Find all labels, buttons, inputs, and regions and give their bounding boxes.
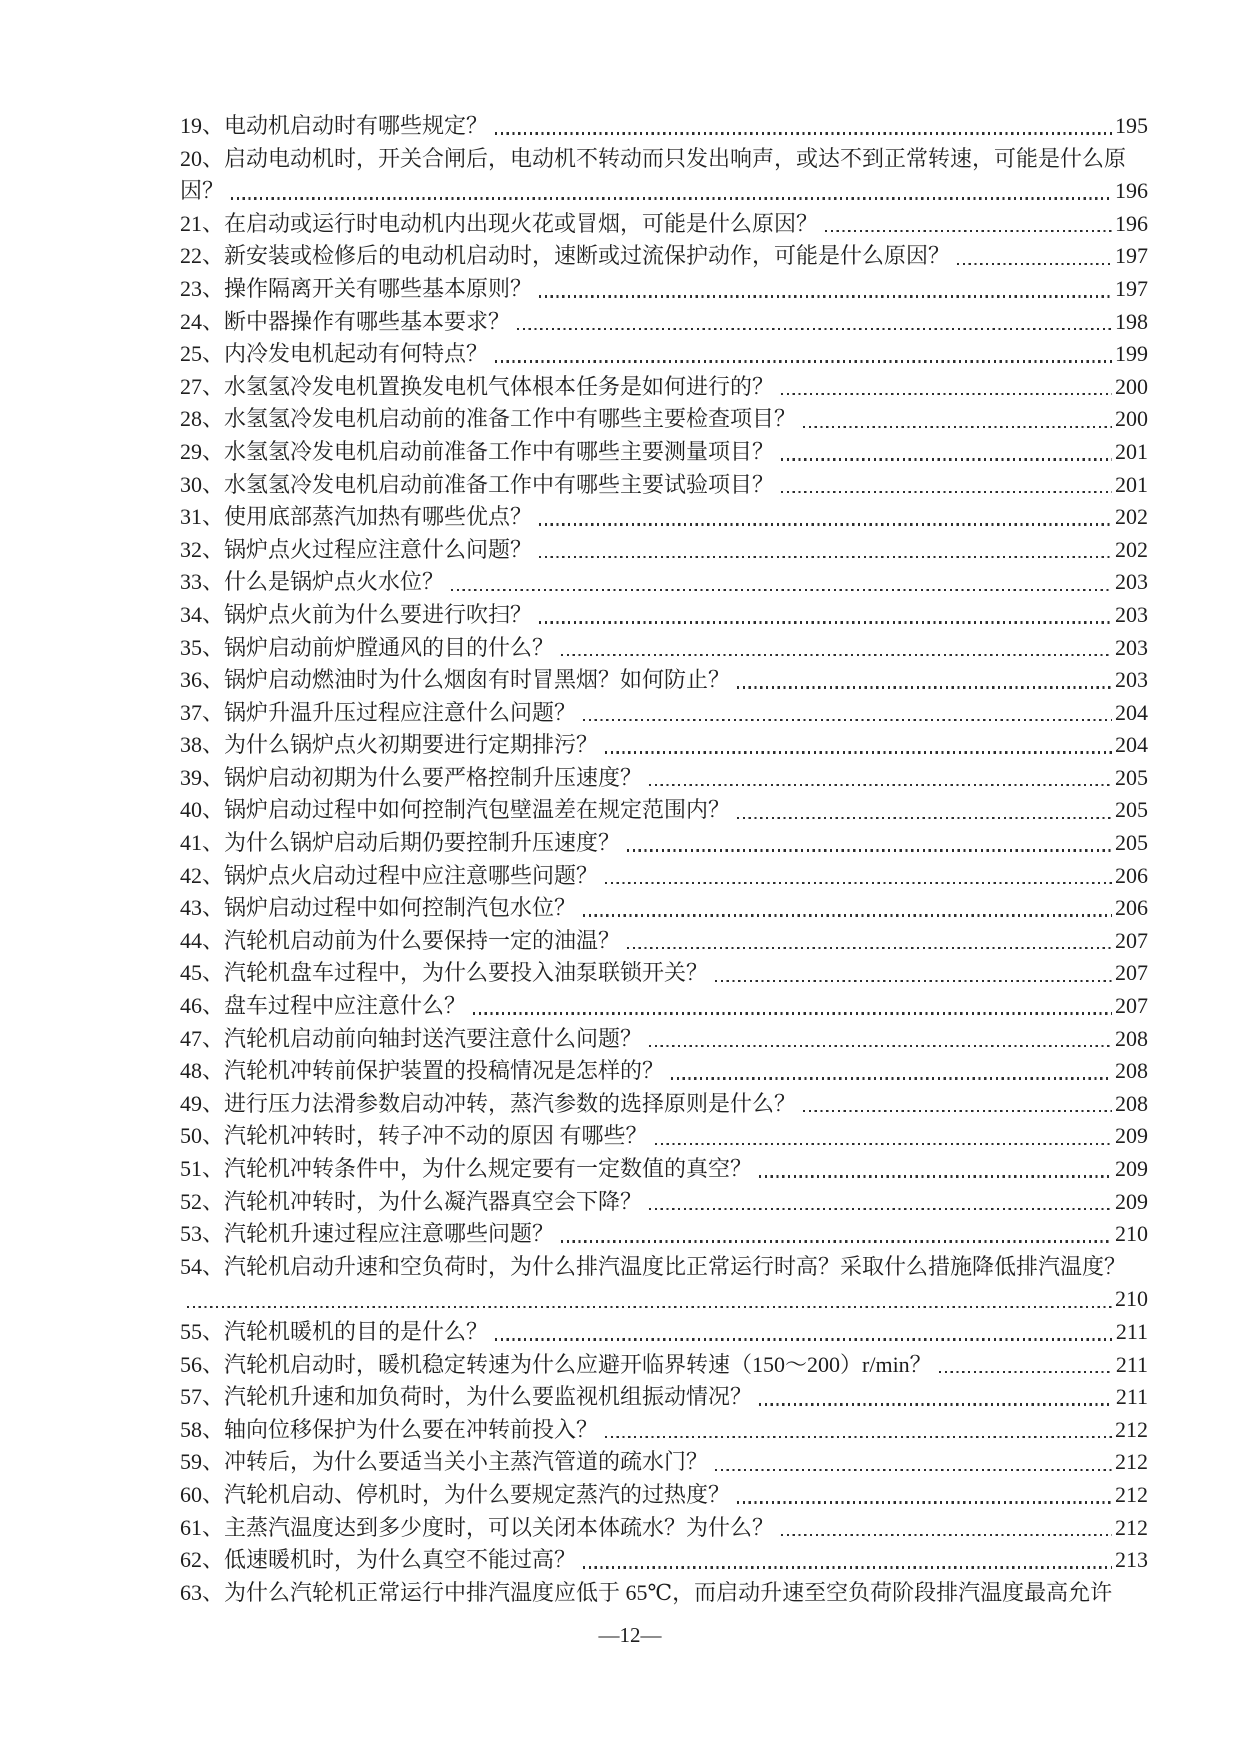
toc-entry-page-number: 204 [1115, 732, 1148, 758]
toc-entry-number: 30、 [180, 471, 225, 497]
toc-entry-page-number: 196 [1115, 178, 1148, 204]
toc-entry-title: 断中器操作有哪些基本要求？ [224, 308, 511, 334]
toc-entry-page-number: 212 [1115, 1416, 1148, 1442]
dot-leader [655, 1143, 1112, 1145]
toc-entry [180, 990, 1148, 1023]
toc-entry-number: 38、 [180, 732, 225, 758]
toc-entry-page-number: 207 [1115, 960, 1148, 986]
dot-leader [539, 295, 1112, 297]
toc-entry-title: 操作隔离开关有哪些基本原则？ [224, 275, 533, 301]
toc-entry-page-number: 209 [1115, 1123, 1148, 1149]
toc-entry-number: 42、 [180, 862, 225, 888]
toc-entry-title: 汽轮机冲转条件中，为什么规定要有一定数值的真空？ [224, 1156, 753, 1181]
toc-entry [180, 273, 1148, 306]
toc-entry-number: 25、 [180, 341, 225, 367]
toc-entry-title: 进行压力法滑参数启动冲转，蒸汽参数的选择原则是什么？ [224, 1090, 797, 1116]
dot-leader [671, 1077, 1112, 1079]
toc-entry-title: 为什么锅炉启动后期仍要控制升压速度？ [224, 830, 621, 856]
toc-entry-title: 汽轮机盘车过程中，为什么要投入油泵联锁开关？ [224, 960, 709, 986]
toc-entry-number: 46、 [180, 993, 225, 1019]
page-number-footer: —12— [598, 1623, 662, 1647]
toc-entry-page-number: 205 [1115, 797, 1148, 823]
toc-entry-number: 63、 [180, 1579, 225, 1605]
dot-leader [605, 751, 1112, 753]
toc-entry-page-number: 209 [1115, 1188, 1148, 1214]
toc-entry [180, 469, 1148, 502]
toc-entry-number: 55、 [180, 1318, 225, 1344]
toc-entry-continuation [180, 175, 1148, 208]
dot-leader [561, 654, 1112, 656]
toc-entry-title: 汽轮机启动、停机时，为什么要规定蒸汽的过热度？ [224, 1481, 731, 1507]
toc-entry-number: 57、 [180, 1384, 225, 1410]
toc-entry-number: 62、 [180, 1547, 225, 1573]
toc-entry [180, 1446, 1148, 1479]
toc-entry [180, 794, 1148, 827]
toc-entry-number: 20、 [180, 145, 225, 171]
toc-entry [180, 1186, 1148, 1219]
dot-leader [939, 1371, 1113, 1373]
dot-leader [737, 817, 1112, 819]
toc-entry [180, 1023, 1148, 1056]
toc-entry [180, 338, 1148, 371]
toc-entry [180, 1414, 1148, 1447]
toc-entry-title: 新安装或检修后的电动机启动时，速断或过流保护动作，可能是什么原因？ [224, 243, 951, 269]
toc-entry-page-number: 204 [1115, 699, 1148, 725]
toc-entry-page-number: 201 [1115, 471, 1148, 497]
dot-leader [715, 1469, 1112, 1471]
toc-entry-number: 39、 [180, 764, 225, 790]
toc-entry [180, 371, 1148, 404]
toc-entry-page-number: 208 [1115, 1025, 1148, 1051]
toc-entry-number: 27、 [180, 373, 225, 399]
toc-entry-title: 水氢氢冷发电机启动前的准备工作中有哪些主要检查项目？ [224, 406, 797, 432]
toc-entry-title: 汽轮机启动时，暖机稳定转速为什么应避开临界转速（150～200）r/min？ [224, 1351, 932, 1377]
toc-entry-number: 41、 [180, 830, 225, 856]
toc-entry-page-number: 206 [1115, 895, 1148, 921]
toc-entry-number: 56、 [180, 1351, 225, 1377]
toc-entry-page-number: 208 [1115, 1058, 1148, 1084]
toc-entry-title: 什么是锅炉点火水位？ [224, 569, 445, 595]
toc-entry-number: 33、 [180, 569, 225, 595]
toc-entry [180, 240, 1148, 273]
toc-entry [180, 1479, 1148, 1512]
toc-entry-title: 因？ [180, 178, 225, 204]
toc-entry-page-number: 210 [1115, 1221, 1148, 1247]
toc-entry [180, 697, 1148, 730]
dot-leader [605, 882, 1112, 884]
toc-entry-title: 汽轮机启动前向轴封送汽要注意什么问题？ [224, 1025, 643, 1051]
toc-entry-number: 53、 [180, 1221, 225, 1247]
toc-entry-page-number: 196 [1115, 210, 1148, 236]
toc-list [180, 110, 1148, 1609]
toc-entry [180, 436, 1148, 469]
dot-leader [605, 1436, 1112, 1438]
dot-leader [759, 1403, 1113, 1405]
dot-leader [583, 719, 1112, 721]
toc-entry-title: 低速暖机时，为什么真空不能过高？ [224, 1547, 577, 1573]
toc-entry-number: 22、 [180, 243, 225, 269]
toc-entry [180, 632, 1148, 665]
toc-entry-page-number: 207 [1115, 927, 1148, 953]
toc-entry-number: 36、 [180, 667, 225, 693]
toc-entry-number: 61、 [180, 1514, 225, 1540]
toc-entry-title: 锅炉点火过程应注意什么问题？ [224, 536, 533, 562]
toc-entry-title: 内冷发电机起动有何特点？ [224, 341, 489, 367]
toc-entry-title: 电动机启动时有哪些规定？ [224, 113, 489, 138]
toc-entry-title: 锅炉启动燃油时为什么烟囱有时冒黑烟？如何防止？ [224, 667, 731, 693]
toc-entry-number: 31、 [180, 504, 225, 530]
toc-entry-title: 水氢氢冷发电机置换发电机气体根本任务是如何进行的？ [224, 373, 775, 399]
toc-entry [180, 1316, 1148, 1349]
dot-leader [627, 849, 1112, 851]
toc-entry-title: 为什么锅炉点火初期要进行定期排污？ [224, 732, 599, 758]
toc-entry-page-number: 207 [1115, 993, 1148, 1019]
toc-entry-page-number: 202 [1115, 504, 1148, 530]
toc-entry [180, 1381, 1148, 1414]
toc-entry-number: 37、 [180, 699, 225, 725]
toc-entry-page-number: 208 [1115, 1090, 1148, 1116]
dot-leader [781, 491, 1112, 493]
toc-entry [180, 566, 1148, 599]
toc-entry-number: 44、 [180, 927, 225, 953]
toc-entry-continuation [180, 1283, 1148, 1316]
toc-entry-number: 35、 [180, 634, 225, 660]
toc-entry-page-number: 201 [1115, 438, 1148, 464]
toc-entry-page-number: 200 [1115, 373, 1148, 399]
toc-entry-page-number: 212 [1115, 1449, 1148, 1475]
toc-entry-title: 汽轮机升速过程应注意哪些问题？ [224, 1221, 555, 1247]
dot-leader [561, 1240, 1112, 1242]
toc-entry-page-number: 202 [1115, 536, 1148, 562]
toc-entry [180, 1120, 1148, 1153]
toc-entry [180, 664, 1148, 697]
toc-entry [180, 403, 1148, 436]
toc-entry-page-number: 205 [1115, 830, 1148, 856]
dot-leader [803, 426, 1112, 428]
toc-entry [180, 827, 1148, 860]
toc-entry-page-number: 203 [1115, 569, 1148, 595]
toc-entry [180, 501, 1148, 534]
toc-entry-page-number: 211 [1115, 1318, 1148, 1344]
toc-entry-title: 轴向位移保护为什么要在冲转前投入？ [224, 1416, 599, 1442]
toc-entry-number: 47、 [180, 1025, 225, 1051]
toc-entry-number: 23、 [180, 275, 225, 301]
toc-entry [180, 143, 1148, 176]
toc-entry-title: 水氢氢冷发电机启动前准备工作中有哪些主要测量项目？ [224, 438, 775, 464]
toc-entry-number: 32、 [180, 536, 225, 562]
toc-entry-number: 54、 [180, 1253, 225, 1279]
toc-entry-number: 58、 [180, 1416, 225, 1442]
toc-entry-page-number: 211 [1115, 1384, 1148, 1410]
toc-entry [180, 1349, 1148, 1382]
toc-entry [180, 762, 1148, 795]
toc-entry-title: 为什么汽轮机正常运行中排汽温度应低于 65℃，而启动升速至空负荷阶段排汽温度最高允许 [224, 1579, 1113, 1605]
toc-entry-number: 21、 [180, 210, 225, 236]
toc-entry-page-number: 195 [1115, 113, 1148, 138]
toc-entry-page-number: 213 [1115, 1547, 1148, 1573]
toc-entry-page-number: 212 [1115, 1514, 1148, 1540]
dot-leader [539, 556, 1112, 558]
toc-entry-number: 60、 [180, 1481, 225, 1507]
toc-entry-title: 汽轮机冲转时，转子冲不动的原因 有哪些？ [224, 1123, 648, 1149]
dot-leader [781, 458, 1112, 460]
dot-leader [539, 621, 1112, 623]
dot-leader [781, 393, 1112, 395]
toc-entry-page-number: 210 [1115, 1286, 1148, 1312]
toc-entry-page-number: 209 [1115, 1156, 1148, 1181]
toc-entry [180, 1153, 1148, 1186]
toc-entry-title: 盘车过程中应注意什么？ [224, 993, 467, 1019]
toc-entry-number: 24、 [180, 308, 225, 334]
toc-entry-number: 19、 [180, 113, 225, 138]
toc-entry-title: 锅炉启动过程中如何控制汽包壁温差在规定范围内？ [224, 797, 731, 823]
dot-leader [231, 197, 1112, 199]
toc-entry [180, 892, 1148, 925]
dot-leader [737, 686, 1112, 688]
toc-entry-title: 锅炉启动初期为什么要严格控制升压速度？ [224, 764, 643, 790]
dot-leader [957, 263, 1112, 265]
toc-entry [180, 729, 1148, 762]
toc-entry-title: 冲转后，为什么要适当关小主蒸汽管道的疏水门？ [224, 1449, 709, 1475]
toc-entry-title: 水氢氢冷发电机启动前准备工作中有哪些主要试验项目？ [224, 471, 775, 497]
dot-leader [539, 523, 1112, 525]
dot-leader [451, 589, 1112, 591]
toc-entry-title: 锅炉启动前炉膛通风的目的什么？ [224, 634, 555, 660]
toc-entry-title: 主蒸汽温度达到多少度时，可以关闭本体疏水？为什么？ [224, 1514, 775, 1540]
toc-entry-number: 29、 [180, 438, 225, 464]
toc-entry-page-number: 197 [1115, 275, 1148, 301]
toc-entry [180, 306, 1148, 339]
toc-entry-number: 40、 [180, 797, 225, 823]
toc-entry-title: 锅炉升温升压过程应注意什么问题？ [224, 699, 577, 725]
dot-leader [781, 1534, 1112, 1536]
toc-entry-page-number: 206 [1115, 862, 1148, 888]
dot-leader [803, 1110, 1112, 1112]
toc-entry [180, 1251, 1148, 1284]
toc-entry [180, 860, 1148, 893]
toc-entry-page-number: 205 [1115, 764, 1148, 790]
toc-entry-page-number: 199 [1115, 341, 1148, 367]
dot-leader [517, 328, 1112, 330]
toc-entry [180, 925, 1148, 958]
toc-entry-page-number: 211 [1115, 1351, 1148, 1377]
toc-entry-number: 28、 [180, 406, 225, 432]
toc-entry-title: 汽轮机冲转前保护装置的投稿情况是怎样的？ [224, 1058, 665, 1084]
toc-entry-title: 启动电动机时，开关合闸后，电动机不转动而只发出响声，或达不到正常转速，可能是什么原 [224, 145, 1127, 171]
toc-entry-title: 在启动或运行时电动机内出现火花或冒烟，可能是什么原因？ [224, 210, 819, 236]
toc-entry [180, 1055, 1148, 1088]
toc-entry-number: 48、 [180, 1058, 225, 1084]
toc-entry-number: 50、 [180, 1123, 225, 1149]
toc-entry [180, 1577, 1148, 1610]
toc-entry [180, 957, 1148, 990]
toc-entry [180, 208, 1148, 241]
toc-entry-title: 使用底部蒸汽加热有哪些优点？ [224, 504, 533, 530]
dot-leader [649, 1208, 1112, 1210]
toc-entry-page-number: 203 [1115, 601, 1148, 627]
dot-leader [649, 784, 1112, 786]
toc-entry-number: 45、 [180, 960, 225, 986]
toc-entry-title: 汽轮机启动前为什么要保持一定的油温？ [224, 927, 621, 953]
toc-entry-number: 34、 [180, 601, 225, 627]
toc-entry-title: 汽轮机冲转时，为什么凝汽器真空会下降？ [224, 1188, 643, 1214]
dot-leader [495, 1338, 1113, 1340]
toc-entry-page-number: 212 [1115, 1481, 1148, 1507]
toc-entry-number: 43、 [180, 895, 225, 921]
toc-entry-title: 锅炉启动过程中如何控制汽包水位？ [224, 895, 577, 921]
dot-leader [649, 1045, 1112, 1047]
toc-entry-number: 52、 [180, 1188, 225, 1214]
toc-entry-page-number: 203 [1115, 634, 1148, 660]
toc-entry-number: 59、 [180, 1449, 225, 1475]
toc-entry-title: 汽轮机升速和加负荷时，为什么要监视机组振动情况？ [224, 1384, 753, 1410]
dot-leader [737, 1501, 1112, 1503]
toc-entry [180, 1088, 1148, 1121]
toc-entry-title: 锅炉点火前为什么要进行吹扫？ [224, 601, 533, 627]
toc-entry-title: 汽轮机暖机的目的是什么？ [224, 1318, 489, 1344]
dot-leader [583, 914, 1112, 916]
toc-entry [180, 1544, 1148, 1577]
toc-entry-number: 51、 [180, 1156, 225, 1181]
toc-entry-page-number: 198 [1115, 308, 1148, 334]
toc-entry-page-number: 203 [1115, 667, 1148, 693]
toc-entry [180, 599, 1148, 632]
dot-leader [759, 1175, 1112, 1177]
toc-entry-number: 49、 [180, 1090, 225, 1116]
toc-entry [180, 1218, 1148, 1251]
toc-entry [180, 534, 1148, 567]
dot-leader [583, 1566, 1112, 1568]
toc-entry-title: 汽轮机启动升速和空负荷时，为什么排汽温度比正常运行时高？采取什么措施降低排汽温度？ [224, 1253, 1127, 1279]
dot-leader [187, 1306, 1112, 1308]
toc-entry [180, 110, 1148, 143]
dot-leader [627, 947, 1112, 949]
toc-entry-title: 锅炉点火启动过程中应注意哪些问题？ [224, 862, 599, 888]
toc-entry-page-number: 200 [1115, 406, 1148, 432]
dot-leader [715, 980, 1112, 982]
toc-entry-page-number: 197 [1115, 243, 1148, 269]
dot-leader [495, 360, 1112, 362]
dot-leader [473, 1012, 1112, 1014]
toc-entry [180, 1512, 1148, 1545]
dot-leader [825, 230, 1112, 232]
dot-leader [495, 132, 1112, 134]
